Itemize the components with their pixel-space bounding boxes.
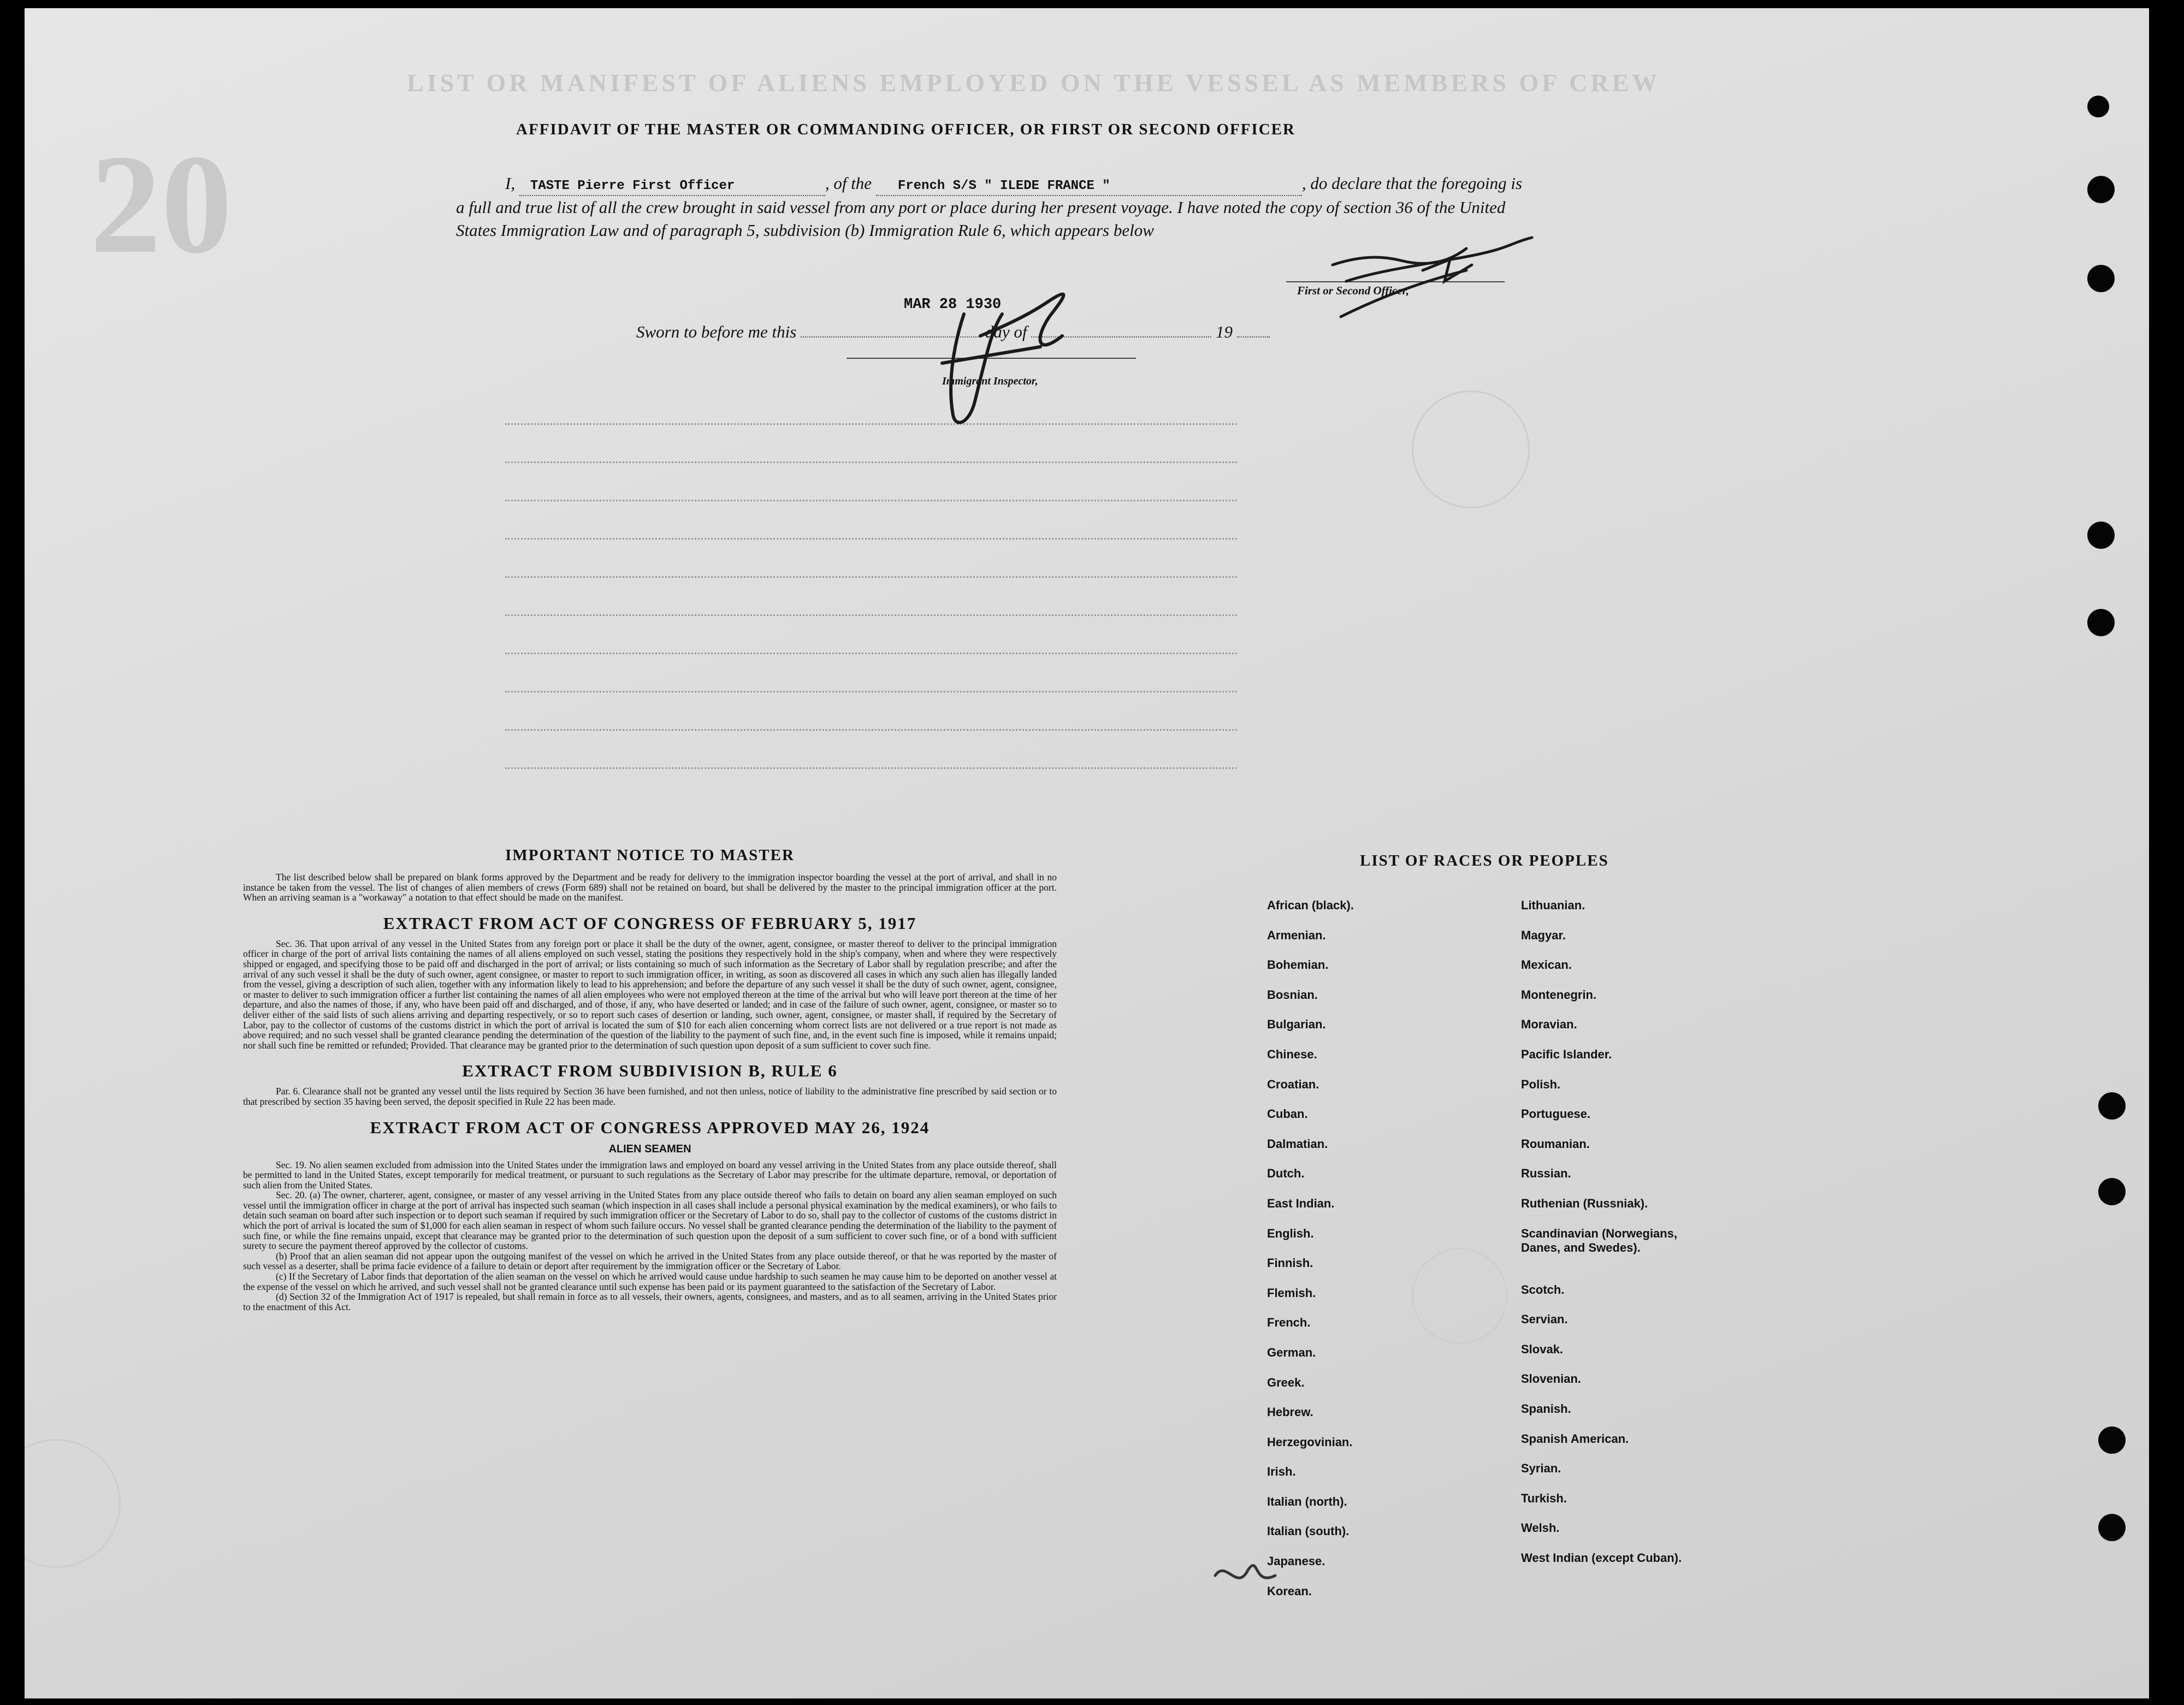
affidavit-declare: , do declare	[1301, 174, 1382, 193]
extract3-title: EXTRACT FROM ACT OF CONGRESS APPROVED MAY 26, 1924	[370, 1117, 930, 1137]
date-stamp: MAR 28 1930	[904, 297, 1002, 313]
race-item: Russian.	[1521, 1167, 1571, 1181]
race-item: Montenegrin.	[1521, 987, 1597, 1002]
sworn-year-field	[1237, 336, 1270, 338]
extract3-sec19: Sec. 19. No alien seamen excluded from admission into the United States under the immigration laws and employed on board any vessel arriving in the United States from any place outside thereof, shall be permitted to land in the United States, except temporarily for medical treatment, or pursuant to such regulations as the Secretary of Labor may prescribe for the ultimate departure, removal, or deportation of such alien from the United States.	[243, 1159, 1057, 1191]
ruling-line	[505, 461, 1237, 463]
officer-signature-scrawl	[1333, 238, 1532, 317]
faint-seal	[25, 1439, 121, 1568]
race-item: Chinese.	[1267, 1047, 1317, 1061]
manifest-sheet	[25, 8, 2149, 1698]
race-item: Hebrew.	[1267, 1405, 1313, 1419]
race-item: Irish.	[1267, 1465, 1296, 1479]
race-item: Welsh.	[1521, 1521, 1560, 1535]
race-item: Mexican.	[1521, 958, 1572, 972]
binder-hole	[2098, 1514, 2126, 1541]
race-item: Turkish.	[1521, 1491, 1567, 1505]
sworn-line	[636, 322, 1270, 342]
race-item: Flemish.	[1267, 1286, 1316, 1300]
inspector-signature-line	[847, 358, 1136, 359]
sworn-text: Sworn to before me this	[636, 322, 797, 341]
races-title: LIST OF RACES OR PEOPLES	[1360, 852, 1609, 869]
race-item: German.	[1267, 1345, 1316, 1359]
sworn-day-of: day of	[985, 322, 1027, 341]
sworn-year: 19	[1215, 322, 1233, 341]
race-item: Bulgarian.	[1267, 1017, 1326, 1032]
race-item: Finnish.	[1267, 1256, 1313, 1270]
vessel-name: French S/S " ILEDE FRANCE "	[897, 179, 1110, 193]
race-item: Portuguese.	[1521, 1107, 1591, 1121]
race-item: Italian (north).	[1267, 1494, 1347, 1508]
race-item: Lithuanian.	[1521, 898, 1585, 912]
race-item: Cuban.	[1267, 1107, 1308, 1121]
ruling-line	[505, 767, 1237, 769]
notice-body: The list described below shall be prepared on blank forms approved by the Department and be ready for delivery to the immigration inspector boarding the vessel at the port of arrival, and shall in no instance be taken from the vessel. The list of changes of alien members of crews (Form 689) shall not be retained on board, but shall be delivered by the master to the principal immigration officer at the port. When an arriving seaman is a "workaway" a notation to that effect should be made on the manifest.	[243, 872, 1057, 903]
extract3-sec20b: (b) Proof that an alien seaman did not appear upon the outgoing manifest of the vessel on which he arrived in the United States from any place outside thereof, or that he was reported by the master of such vessel as a deserter, shall be prima facie evidence of a failure to detain or deport after requirement by the immigration officer or the Secretary of Labor.	[243, 1250, 1057, 1272]
race-item: East Indian.	[1267, 1196, 1335, 1210]
vessel-field	[876, 172, 1302, 196]
race-item: Slovenian.	[1521, 1372, 1582, 1386]
extract3-sec20c: (c) If the Secretary of Labor finds that deportation of the alien seaman on the vessel on which he arrived would cause undue hardship to such seamen he may cause him to be deported on another vessel at the expense of the vessel on which he arrived, and such vessel shall not be granted clearance until such expense has been paid or its payment guaranteed to the satisfaction of the Secretary of Labor.	[243, 1271, 1057, 1292]
binder-hole	[2087, 265, 2115, 292]
race-item: Pacific Islander.	[1521, 1047, 1612, 1061]
extract1-title: EXTRACT FROM ACT OF CONGRESS OF FEBRUARY 5, 1917	[383, 913, 917, 933]
binder-hole	[2098, 1092, 2126, 1120]
race-item: Herzegovinian.	[1267, 1435, 1353, 1449]
races-right-column	[1521, 898, 1707, 1580]
race-item: Spanish.	[1521, 1401, 1571, 1416]
race-item: West Indian (except Cuban).	[1521, 1550, 1682, 1565]
affidavit-of-the: , of the	[825, 174, 872, 193]
notice-title: IMPORTANT NOTICE TO MASTER	[505, 846, 795, 864]
race-item: Syrian.	[1521, 1461, 1561, 1476]
race-item: Italian (south).	[1267, 1524, 1350, 1538]
race-item: Scandinavian (Norwegians, Danes, and Swedes).	[1521, 1226, 1678, 1254]
binder-hole	[2087, 176, 2115, 203]
pencil-mark	[1215, 1565, 1275, 1578]
inspector-label: Immigrant Inspector,	[942, 375, 1038, 387]
race-item: Moravian.	[1521, 1017, 1577, 1032]
affidavit-declaration-text: that the foregoing is a full and true list of all the crew brought in said vessel from any port or place during her present voyage. I have noted the copy of section 36 of the United States Immigration Law and of paragraph 5, subdivision (b) Immigration Rule 6, which appears below	[456, 174, 1523, 240]
race-item: Roumanian.	[1521, 1136, 1590, 1151]
ruling-line	[505, 538, 1237, 540]
race-item: Dalmatian.	[1267, 1136, 1328, 1151]
binder-hole	[2087, 609, 2115, 636]
extract2-body: Par. 6. Clearance shall not be granted any vessel until the lists required by Section 36 have been furnished, and not then unless, notice of liability to the administrative fine prescribed by said section or to that prescribed by section 35 having been served, the deposit specified in Rule 22 has been made.	[243, 1086, 1057, 1107]
affidavit-i-label: I,	[505, 174, 516, 193]
notice-section	[243, 846, 1057, 1312]
extract2-title: EXTRACT FROM SUBDIVISION B, RULE 6	[462, 1061, 838, 1081]
officer-name: TASTE Pierre First Officer	[530, 179, 735, 193]
race-item: Korean.	[1267, 1584, 1312, 1598]
race-item: Japanese.	[1267, 1554, 1325, 1568]
ruling-line	[505, 729, 1237, 731]
race-item: Servian.	[1521, 1312, 1568, 1327]
ruling-line	[505, 576, 1237, 578]
race-item: Polish.	[1521, 1077, 1561, 1091]
affidavit-title: AFFIDAVIT OF THE MASTER OR COMMANDING OFFICER, OR FIRST OR SECOND OFFICER	[516, 121, 1295, 138]
officer-name-field	[519, 172, 825, 196]
faint-seal	[1412, 390, 1530, 508]
sworn-day-field	[801, 336, 981, 338]
binder-hole	[2098, 1426, 2126, 1454]
races-left-column	[1267, 898, 1354, 1614]
ruling-line	[505, 653, 1237, 654]
sworn-month-field	[1031, 336, 1211, 338]
officer-signature-line	[1286, 281, 1505, 282]
race-item: English.	[1267, 1226, 1314, 1240]
officer-signature-label: First or Second Officer,	[1297, 284, 1409, 297]
race-item: Spanish American.	[1521, 1431, 1629, 1446]
race-item: African (black).	[1267, 898, 1354, 912]
race-item: Greek.	[1267, 1375, 1305, 1389]
ruling-line	[505, 614, 1237, 616]
race-item: Armenian.	[1267, 928, 1326, 942]
ghost-heading: LIST OR MANIFEST OF ALIENS EMPLOYED ON THE VESSEL AS MEMBERS OF CREW	[407, 69, 1661, 97]
extract3-sec20a: Sec. 20. (a) The owner, charterer, agent, consignee, or master of any vessel arriving in the United States from any place outside thereof who fails to detain on board any alien seaman employed on such vessel until the immigration officer in charge at the port of arrival has inspected such seaman (which inspection in all cases shall include a personal physical examination by the medical examiners), or who fails to detain such seaman on board after such inspection or to deport such seaman if required by such immigration officer or the Secretary of Labor to do so, shall pay to the collector of customs of the customs district in which the port of arrival is located the sum of $1,000 for each alien seaman in respect of whom such failure occurs. No vessel shall be granted clearance pending the determination of the liability to the payment of such fine, or while the fine remains unpaid, except that clearance may be granted prior to the determination of such question upon the deposit of a sum sufficient to cover such fine, or of a bond with sufficient surety to secure the payment thereof approved by the collector of customs.	[243, 1189, 1057, 1252]
race-item: Bohemian.	[1267, 958, 1329, 972]
binder-hole	[2087, 96, 2109, 117]
race-item: Dutch.	[1267, 1167, 1305, 1181]
ghost-page-number: 20	[90, 126, 232, 283]
race-item: Magyar.	[1521, 928, 1566, 942]
binder-hole	[2098, 1178, 2126, 1205]
race-item: Slovak.	[1521, 1342, 1564, 1356]
race-item: Croatian.	[1267, 1077, 1319, 1091]
faint-seal	[1412, 1248, 1508, 1344]
race-item: Ruthenian (Russniak).	[1521, 1196, 1648, 1210]
binder-hole	[2087, 522, 2115, 549]
ruling-line	[505, 423, 1237, 425]
ruling-line	[505, 691, 1237, 692]
affidavit-body	[456, 172, 1526, 242]
ruling-line	[505, 500, 1237, 501]
race-item: Bosnian.	[1267, 987, 1318, 1002]
extract1-body: Sec. 36. That upon arrival of any vessel in the United States from any foreign port or place it shall be the duty of the owner, agent, consignee, or master thereof to deliver to the principal immigration officer in charge of the port of arrival lists containing the names of all aliens employed on such vessel, stating the positions they respectively hold in the ship's company, when and where they were respectively shipped or engaged, and specifying those to be paid off and discharged in the port of arrival; or lists containing so much of such information as the Secretary of Labor shall by regulation prescribe; and after the arrival of any such vessel it shall be the duty of such owner, agent consignee, or master to report to such immigration officer, in writing, as soon as discovered all cases in which any such alien has illegally landed from the vessel, giving a description of such alien, together with any information likely to lead to his apprehension; and before the departure of any such vessel it shall be the duty of such owner, agent, consignee, or master to deliver to such immigration officer a further list containing the names of all alien employees who were not employed thereon at the time of the arrival but who will leave port thereon at the time of her departure, and also the names of those, if any, who have been paid off and discharged, and of those, if any, who have deserted or landed; and in case of the failure of such owner, agent, consignee, or master so to deliver either of the said lists of such aliens arriving and departing respectively, or so to report such cases of desertion or landing, such owner, agent, consignee, or master shall, if required by the Secretary of Labor, pay to the collector of customs of the customs district in which the port of arrival is located the sum of $10 for each alien concerning whom correct lists are not delivered or a true report is not made as above required; and no such vessel shall be granted clearance pending the determination of the question of the liability to the payment of such fine, and, in the event such fine is imposed, while it remains unpaid; nor shall such fine be remitted or refunded; Provided. That clearance may be granted prior to the determination of such question upon deposit of a sum sufficient to cover such fine.	[243, 938, 1057, 1051]
extract3-subtitle: ALIEN SEAMEN	[608, 1142, 691, 1155]
race-item: French.	[1267, 1316, 1311, 1330]
race-item: Scotch.	[1521, 1282, 1565, 1296]
extract3-sec20d: (d) Section 32 of the Immigration Act of 1917 is repealed, but shall remain in force as to all vessels, their owners, agents, consignees, and masters, and as to all seamen, arriving in the United States prior to the enactment of this Act.	[243, 1291, 1057, 1312]
